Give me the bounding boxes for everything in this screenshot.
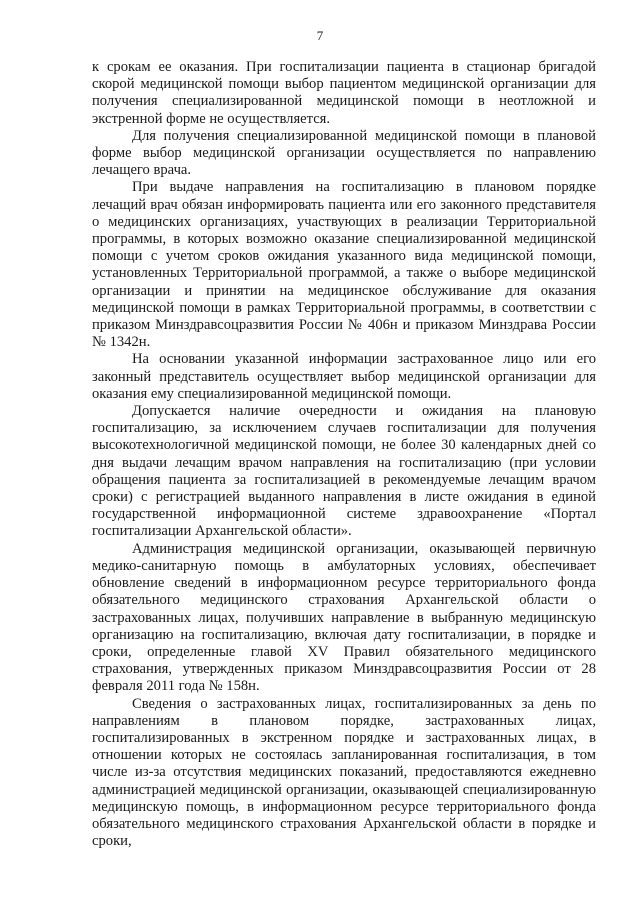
paragraph-waiting-list: Допускается наличие очередности и ожидания на плановую госпитализацию, за исключением случаев госпитализации для получения высокотехнологичной медицинской помощи, не более 30 календарных дней со дня выдачи лечащим врачом направления на госпитализацию (при условии обращения пациента за госпитализацией в рекомендуемые лечащим врачом сроки) с регистрацией выданного направления в листе ожидания в единой государственной информационной системе здравоохранение «Портал госпитализации Архангельской области». xyxy=(92,403,596,540)
paragraph-continuation: к срокам ее оказания. При госпитализации пациента в стационар бригадой скорой медицинской помощи выбор пациентом медицинской организации для получения специализированной медицинской помощи в неотложной и экстренной форме не осуществляется. xyxy=(92,59,596,127)
paragraph-administration-updates: Администрация медицинской организации, оказывающей первичную медико-санитарную помощь в амбулаторных условиях, обеспечивает обновление сведений в информационном ресурсе территориального фонда обязательного медицинского страхования Архангельской области о застрахованных лицах, получивших направление в выбранную медицинскую организацию на госпитализацию, включая дату госпитализации, в порядке и сроки, определенные главой XV Правил обязательного медицинского страхования, утвержденных приказом Минздравсоцразвития России от 28 февраля 2011 года № 158н. xyxy=(92,540,596,695)
paragraph-insured-choice: На основании указанной информации застрахованное лицо или его законный представитель осуществляет выбор медицинской организации для оказания ему специализированной медицинской помощи. xyxy=(92,351,596,402)
page-number: 7 xyxy=(316,28,324,43)
paragraph-planned-form-choice: Для получения специализированной медицинской помощи в плановой форме выбор медицинской организации осуществляется по направлению лечащего врача. xyxy=(92,127,596,179)
paragraph-referral-information: При выдаче направления на госпитализацию в плановом порядке лечащий врач обязан информировать пациента или его законного представителя о медицинских организациях, участвующих в реализации Территориальной программы, в которых возможно оказание специализированной медицинской помощи с учетом сроков ожидания указанного вида медицинской помощи, установленных Территориальной программой, а также о выборе медицинской организации и принятии на медицинское обслуживание для оказания медицинской помощи в рамках Территориальной программы, в соответствии с приказом Минздравсоцразвития России № 406н и приказом Минздрава России № 1342н. xyxy=(92,179,596,351)
paragraph-daily-reporting: Сведения о застрахованных лицах, госпитализированных за день по направлениям в плановом порядке, застрахованных лицах, госпитализированных в экстренном порядке и застрахованных лицах, в отношении которых не состоялась запланированная госпитализация, в том числе из-за отсутствия медицинских показаний, предоставляются ежедневно администрацией медицинской организации, оказывающей специализированную медицинскую помощь, в информационном ресурсе территориального фонда обязательного медицинского страхования Архангельской области в порядке и сроки, xyxy=(92,695,596,850)
document-body xyxy=(92,59,596,850)
